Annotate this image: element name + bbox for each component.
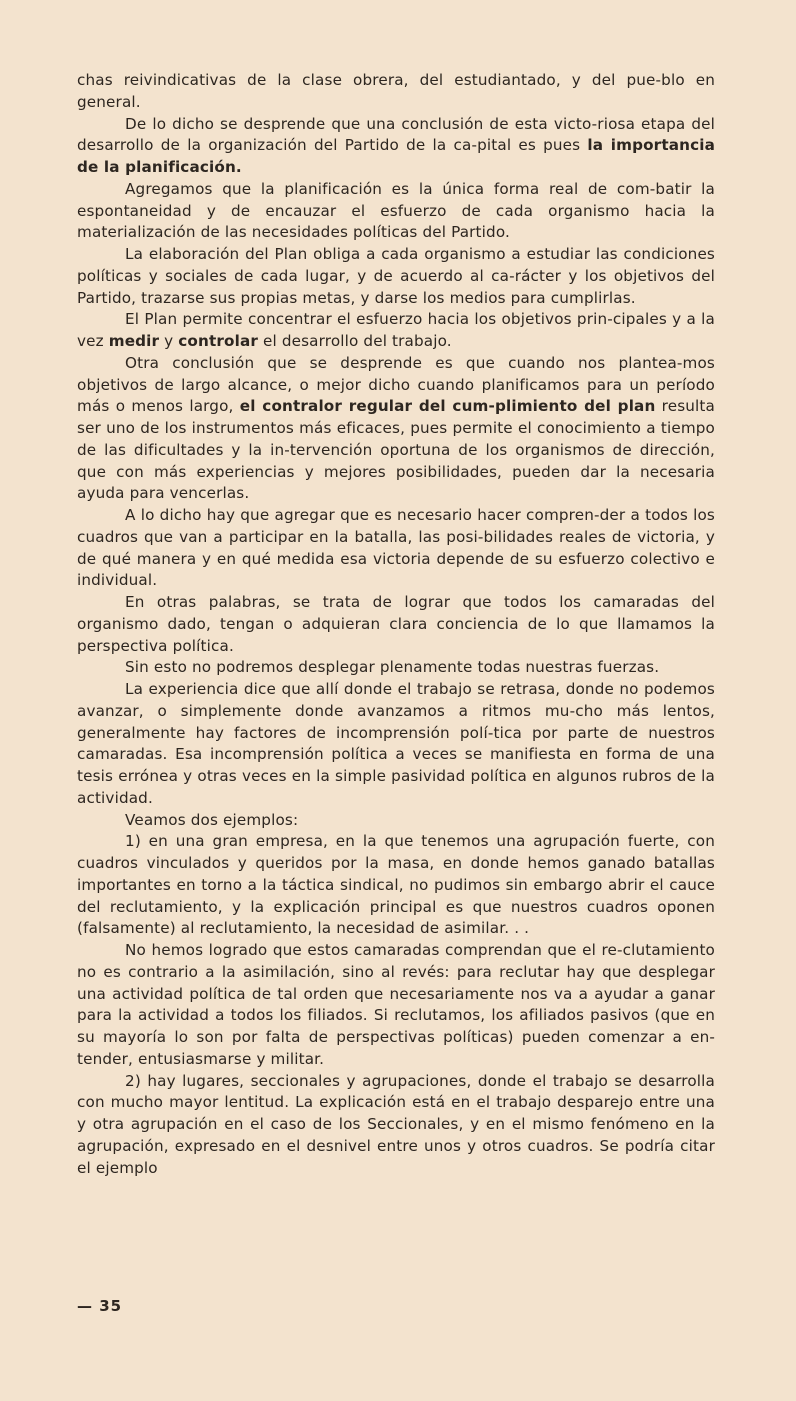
bold-text: medir (108, 332, 160, 350)
text-run: 1) en una gran empresa, en la que tenemos una agrupación fuerte, con cuadros vinculados y queridos por la masa, en donde hemos ganado batallas importantes en torno a la táctica sindical, no pudimos sin embargo abrir el cauce del reclutamiento, y la explicación principal es que nuestros cuadros oponen (falsamente) al reclutamiento, la necesidad de asimilar. . . (77, 832, 715, 938)
text-run: y (159, 332, 179, 350)
text-run: A lo dicho hay que agregar que es necesario hacer compren-der a todos los cuadros que van a participar en la batalla, las posi-bilidades reales de victoria, y de qué manera y en qué medida esa victoria depende de su esfuerzo colectivo e individual. (77, 506, 715, 590)
text-run: No hemos logrado que estos camaradas comprendan que el re-clutamiento no es contrario a la asimilación, sino al revés: para reclutar hay que desplegar una actividad política de tal orden que necesariamente nos va a ayudar a ganar para la actividad a todos los filiados. Si reclutamos, los afiliados pasivos (que en su mayoría lo son por falta de perspectivas políticas) pueden comenzar a en-tender, entusiasmarse y militar. (77, 941, 715, 1068)
paragraph (77, 940, 715, 1071)
bold-text: el contralor regular del cum-plimiento del plan (239, 397, 656, 416)
body-text (77, 70, 715, 1179)
paragraph (77, 1071, 715, 1180)
text-run: resulta ser uno de los instrumentos más eficaces, pues permite el conocimiento a tiempo de las dificultades y la in-tervención oportuna de los organismos de dirección, que con más experiencias y mejores posibilidades, pueden dar la necesaria ayuda para vencerlas. (77, 397, 715, 503)
text-run: 2) hay lugares, seccionales y agrupaciones, donde el trabajo se desarrolla con mucho mayor lentitud. La explicación está en el trabajo desparejo entre una y otra agrupación en el caso de los Seccionales, y en el mismo fenómeno en la agrupación, expresado en el desnivel entre unos y otros cuadros. Se podría citar el ejemplo (77, 1071, 715, 1177)
text-run: En otras palabras, se trata de lograr que todos los camaradas del organismo dado, tengan o adquieran clara conciencia de lo que llamamos la perspectiva política. (77, 593, 715, 655)
text-run: El Plan permite concentrar el esfuerzo hacia los objetivos prin-cipales y a la vez (77, 310, 715, 350)
text-run: La experiencia dice que allí donde el trabajo se retrasa, donde no podemos avanzar, o simplemente donde avanzamos a ritmos mu-cho más lentos, generalmente hay factores de incomprensión polí-tica por parte de nuestros camaradas. Esa incomprensión política a veces se manifiesta en forma de una tesis errónea y otras veces en la simple pasividad política en algunos rubros de la actividad. (77, 680, 715, 807)
text-run: Sin esto no podremos desplegar plenamente todas nuestras fuerzas. (125, 658, 660, 677)
paragraph (77, 309, 715, 353)
paragraph (77, 831, 715, 940)
text-run: De lo dicho se desprende que una conclusión de esta victo-riosa etapa del desarrollo de la organización del Partido de la ca-pital es pues (77, 114, 715, 155)
paragraph (77, 657, 715, 679)
text-run: Otra conclusión que se desprende es que cuando nos plantea-mos objetivos de largo alcance, o mejor dicho cuando planificamos para un período más o menos largo, (77, 353, 715, 416)
bold-text: la importancia de la planificación. (77, 136, 715, 176)
paragraph (77, 179, 715, 244)
paragraph (77, 679, 715, 810)
page-number: — 35 (77, 1297, 123, 1315)
paragraph (77, 70, 715, 114)
paragraph (77, 244, 715, 309)
paragraph (77, 114, 715, 179)
paragraph (77, 592, 715, 657)
text-run: La elaboración del Plan obliga a cada organismo a estudiar las condiciones políticas y sociales de cada lugar, y de acuerdo al ca-rácter y los objetivos del Partido, trazarse sus propias metas, y darse los medios para cumplirlas. (77, 245, 715, 307)
paragraph (77, 810, 715, 832)
text-run: Veamos dos ejemplos: (125, 810, 299, 829)
text-run: el desarrollo del trabajo. (258, 332, 452, 350)
text-run: chas reivindicativas de la clase obrera, del estudiantado, y del pue-blo en general. (77, 71, 715, 111)
text-run: Agregamos que la planificación es la única forma real de com-batir la espontaneidad y de encauzar el esfuerzo de cada organismo hacia la materialización de las necesidades políticas del Partido. (77, 179, 715, 242)
bold-text: controlar (178, 332, 259, 350)
paragraph (77, 353, 715, 505)
paragraph (77, 505, 715, 592)
